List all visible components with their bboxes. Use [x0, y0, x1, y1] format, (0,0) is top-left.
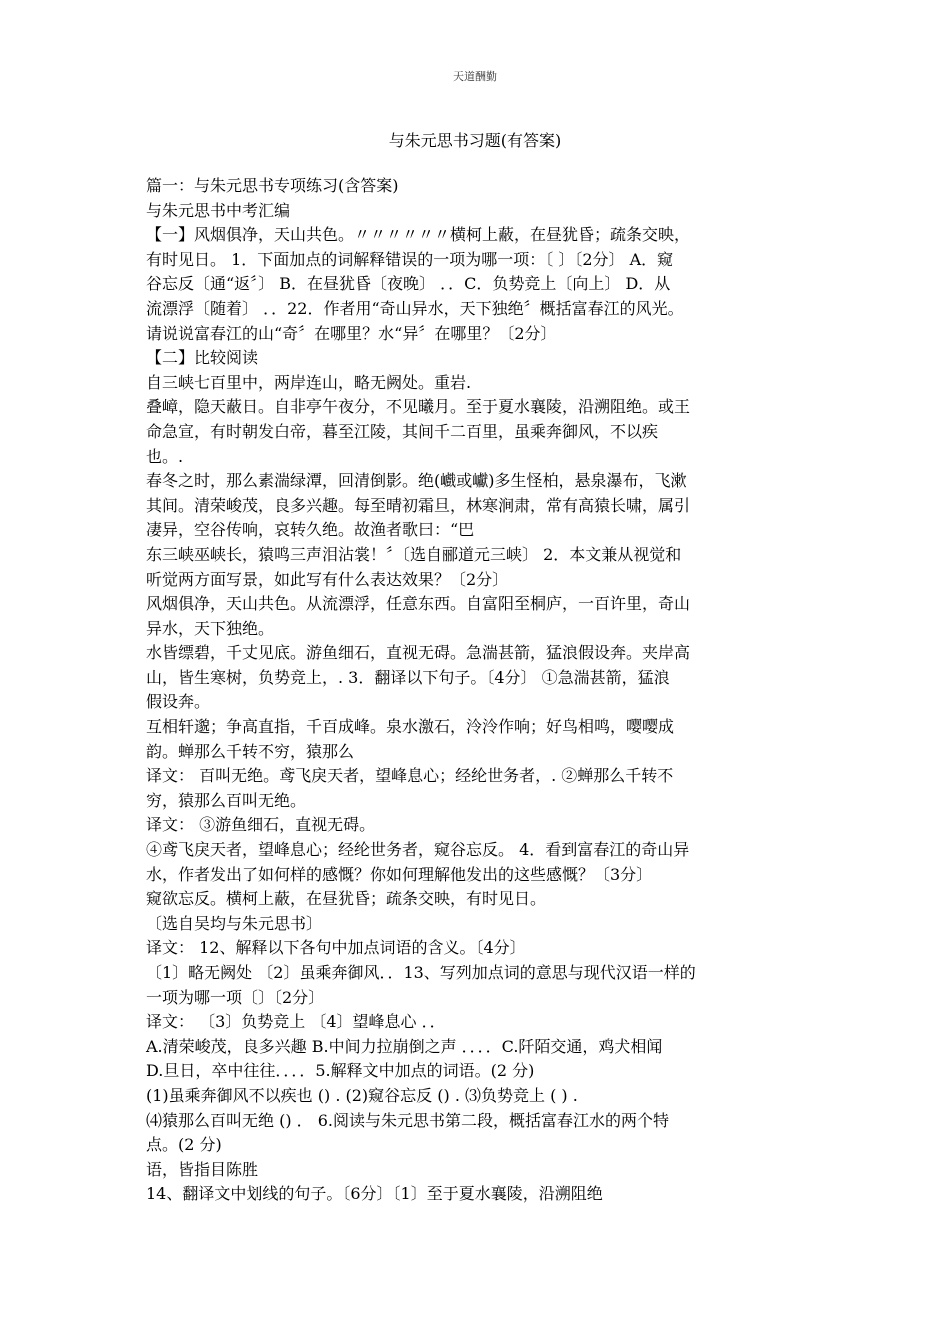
text-line: 点。(2 分)	[146, 1135, 222, 1155]
text-line: A.清荣峻茂，良多兴趣 B.中间力拉崩倒之声 ．．．．C.阡陌交通，鸡犬相闻	[146, 1036, 663, 1056]
text-line: 译文： 百叫无绝。鸢飞戾天者，望峰息心；经纶世务者，. ②蝉那么千转不	[146, 766, 674, 786]
text-line: 与朱元思书中考汇编	[146, 200, 291, 220]
text-line: 风烟俱净，天山共色。从流漂浮，任意东西。自富阳至桐庐，一百许里，奇山	[146, 594, 691, 614]
text-line: 凄异，空谷传响，哀转久绝。故渔者歌曰：“巴	[146, 520, 475, 540]
text-line: 一项为哪一项〔〕〔2分〕	[146, 987, 325, 1007]
text-line: 其间。清荣峻茂，良多兴趣。每至晴初霜旦，林寒涧肃，常有高猿长啸，属引	[146, 495, 691, 515]
text-line: 〔1〕略无阙处 〔2〕虽乘奔御风．．13、写列加点词的意思与现代汉语一样的	[146, 963, 696, 982]
text-line: 有时见日。 1．下面加点的词解释错误的一项为哪一项：〔 〕〔2分〕 A．窥	[146, 249, 674, 269]
text-line: 语，皆指目陈胜	[146, 1159, 259, 1179]
text-line: 假设奔。	[146, 692, 211, 712]
text-line: 译文： ③游鱼细石，直视无碍。	[146, 815, 376, 835]
text-line: 14、翻译文中划线的句子。〔6分〕〔1〕至于夏水襄陵，沿溯阻绝	[146, 1184, 603, 1204]
text-line: 篇一：与朱元思书专项练习(含答案)	[146, 176, 399, 195]
text-line: 命急宣，有时朝发白帝，暮至江陵，其间千二百里，虽乘奔御风，不以疾	[146, 421, 659, 441]
document-body	[146, 174, 806, 1207]
text-line: 听觉两方面写景，如此写有什么表达效果？〔2分〕	[146, 569, 509, 589]
text-line: ⑷猿那么百叫无绝 () ． 6.阅读与朱元思书第二段，概括富春江水的两个特	[146, 1110, 670, 1130]
text-line: 自三峡七百里中，两岸连山，略无阙处。重岩.	[146, 372, 472, 392]
text-line: 韵。蝉那么千转不穷，猿那么	[146, 741, 355, 761]
text-line: 【二】比较阅读	[146, 348, 259, 368]
text-line: 流漂浮〔随着〕 ．．22．作者用“奇山异水，天下独绝〞概括富春江的风光。	[146, 298, 684, 318]
text-line: 请说说富春江的山“奇〞在哪里？水“异〞在哪里？〔2分〕	[146, 323, 557, 343]
text-line: 水皆缥碧，千丈见底。游鱼细石，直视无碍。急湍甚箭，猛浪假设奔。夹岸高	[146, 643, 691, 663]
text-line: 也。.	[146, 446, 184, 466]
page-header: 天道酬勤	[453, 70, 497, 83]
text-line: D.旦日，卒中往往．．．．5.解释文中加点的词语。(2 分)	[146, 1061, 535, 1081]
text-line: 山，皆生寒树，负势竞上，. 3．翻译以下句子。〔4分〕 ①急湍甚箭，猛浪	[146, 667, 670, 687]
text-line: 译文： 12、解释以下各句中加点词语的含义。〔4分〕	[146, 938, 526, 958]
text-line: 窥欲忘反。横柯上蔽，在昼犹昏；疏条交映，有时见日。	[146, 889, 547, 909]
text-line: 穷，猿那么百叫无绝。	[146, 790, 307, 810]
text-line: 春冬之时，那么素湍绿潭，回清倒影。绝(巇或巘)多生怪柏，悬泉瀑布，飞漱	[146, 471, 687, 491]
text-line: 【一】风烟俱净，天山共色。〃〃〃〃〃〃横柯上蔽，在昼犹昏；疏条交映，	[146, 225, 691, 245]
text-line: 互相轩邈；争高直指，千百成峰。泉水激石，泠泠作响；好鸟相鸣，嘤嘤成	[146, 717, 675, 737]
text-line: (1)虽乘奔御风不以疾也 () . (2)窥谷忘反 () . ⑶负势竞上 ( ) .	[146, 1085, 578, 1105]
text-line: 水，作者发出了如何样的感慨？你如何理解他发出的这些感慨？〔3分〕	[146, 864, 653, 884]
text-line: 东三峡巫峡长，猿鸣三声泪沾裳！〞〔选自郦道元三峡〕 2．本文兼从视觉和	[146, 544, 682, 564]
text-line: 谷忘反〔通“返〞〕 B．在昼犹昏〔夜晚〕 ．．C．负势竞上〔向上〕 D．从	[146, 274, 671, 294]
text-line: ④鸢飞戾天者，望峰息心；经纶世务者，窥谷忘反。 4．看到富春江的奇山异	[146, 840, 690, 860]
text-line: 叠嶂，隐天蔽日。自非亭午夜分，不见曦月。至于夏水襄陵，沿溯阻绝。或王	[146, 397, 691, 417]
text-line: 异水，天下独绝。	[146, 618, 275, 638]
text-line: 译文： 〔3〕负势竞上 〔4〕望峰息心 ．．	[146, 1012, 446, 1032]
text-line: 〔选自吴均与朱元思书〕	[146, 913, 323, 933]
document-title: 与朱元思书习题(有答案)	[388, 131, 562, 150]
